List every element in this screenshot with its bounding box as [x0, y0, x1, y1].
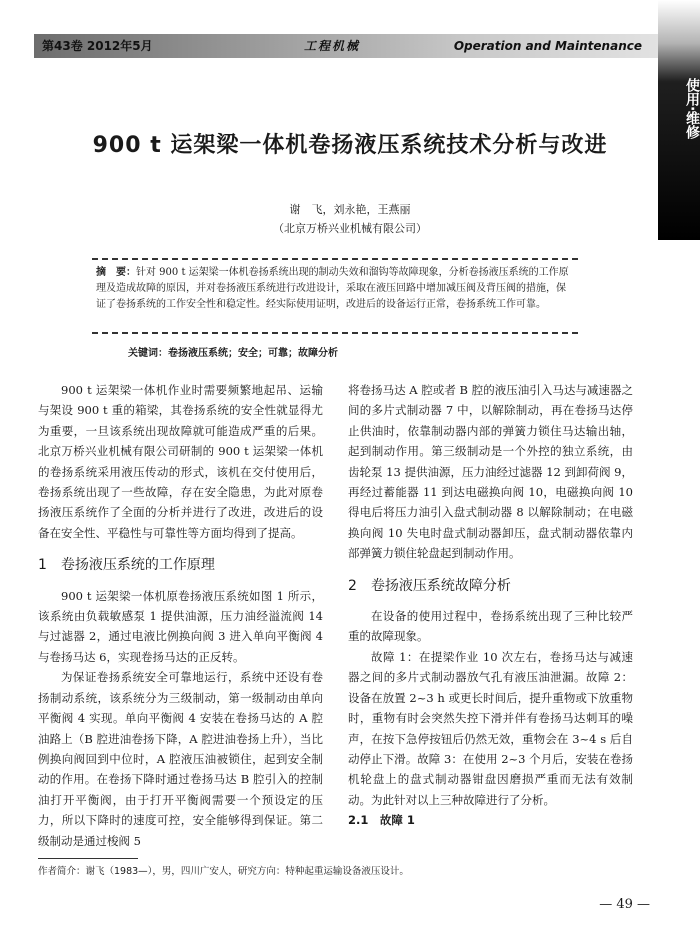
continued-paragraph: 将卷扬马达 A 腔或者 B 腔的液压油引入马达与减速器之间的多片式制动器 7 中，以解除制动，再在卷扬马达停止供油时，依靠制动器内部的弹簧力锁住马达输出轴，起到制动作用。第三级制动是一个外控的独立系统，由齿轮泵 13 提供油源，压力油经过滤器 12 到卸荷阀 9，再经过蓄能器 11 到达电磁换向阀 10，电磁换向阀 10 得电后将压力油引入盘式制动器 8 以解除制动；在电磁换向阀 10 失电时盘式制动器卸压，盘式制动器依靠内部弹簧力锁住轮盘起到制动作用。: [348, 383, 633, 561]
right-column: [348, 380, 633, 831]
subsection-2-1-heading: 2.1 故障 1: [348, 813, 415, 828]
abstract-label: 摘 要：: [96, 267, 136, 278]
page-number: — 49 —: [599, 897, 650, 912]
left-column: [38, 380, 323, 851]
authors: 谢 飞，刘永艳，王燕丽: [289, 203, 411, 216]
section-1-paragraph-1: 900 t 运架梁一体机原卷扬液压系统如图 1 所示，该系统由负载敏感泵 1 提供油源，压力油经溢流阀 14 与过滤器 2，通过电液比例换向阀 3 进入单向平衡阀 4 与卷扬马达 6，实现卷扬马达的正反转。: [38, 588, 323, 664]
section-2-paragraph-1: 在设备的使用过程中，卷扬系统出现了三种比较严重的故障现象。: [348, 609, 633, 644]
article-title: 900 t 运架梁一体机卷扬液压系统技术分析与改进: [92, 133, 608, 158]
running-header: [34, 34, 660, 58]
section-2-paragraph-2: 故障 1：在提梁作业 10 次左右，卷扬马达与减速器之间的多片式制动器放气孔有液压油泄漏。故障 2：设备在放置 2~3 h 或更长时间后，提升重物或下放重物时，重物有时会突然失控下滑并伴有卷扬马达刺耳的噪声，在按下急停按钮后仍然无效，重物会在 3~4 s 后自动停止下滑。故障 3：在使用 2~3 个月后，安装在卷扬机轮盘上的盘式制动器钳盘因磨损严重而无法有效制动。为此针对以上三种故障进行了分析。: [348, 649, 633, 807]
author-footnote: 作者简介：谢飞（1983—），男，四川广安人，研究方向：特种起重运输设备液压设计。: [38, 866, 409, 877]
keywords: 关键词：卷扬液压系统；安全；可靠；故障分析: [128, 348, 338, 359]
affiliation: （北京万桥兴业机械有限公司）: [273, 222, 427, 235]
header-journal: 工程机械: [304, 39, 361, 53]
header-section: Operation and Maintenance: [453, 39, 642, 53]
header-issue: 第43卷 2012年5月: [42, 39, 153, 53]
abstract-box: [92, 258, 578, 334]
section-2-heading: 2 卷扬液压系统故障分析: [348, 577, 511, 594]
side-tab-label: 使用·维修: [684, 78, 700, 140]
abstract-text: 针对 900 t 运架梁一体机卷扬系统出现的制动失效和溜钩等故障现象，分析卷扬液压系统的工作原理及造成故障的原因，并对卷扬液压系统进行改进设计，采取在液压回路中增加减压阀及背压阀的措施，保证了卷扬系统的工作安全性和稳定性。经实际使用证明，改进后的设备运行正常，卷扬系统工作可靠。: [96, 267, 569, 310]
intro-paragraph: 900 t 运架梁一体机作业时需要频繁地起吊、运输与架设 900 t 重的箱梁，其卷扬系统的安全性就显得尤为重要，一旦该系统出现故障就可能造成严重的后果。北京万桥兴业机械有限公司研制的 900 t 运架梁一体机的卷扬系统采用液压传动的形式，该机在交付使用后，卷扬系统出现了一些故障，存在安全隐患，为此对原卷扬液压系统作了全面的分析并进行了改进，改进后的设备在安全性、平稳性与可靠性等方面均得到了提高。: [38, 383, 323, 540]
section-1-heading: 1 卷扬液压系统的工作原理: [38, 557, 215, 574]
footnote-rule: [38, 858, 138, 859]
section-1-paragraph-2: 为保证卷扬系统安全可靠地运行，系统中还设有卷扬制动系统，该系统分为三级制动，第一级制动由单向平衡阀 4 实现。单向平衡阀 4 安装在卷扬马达的 A 腔油路上（B 腔进油卷扬下降，A 腔进油卷扬上升），当比例换向阀回到中位时，A 腔液压油被锁住，起到安全制动的作用。在卷扬下降时通过卷扬马达 B 腔引入的控制油打开平衡阀，由于打开平衡阀需要一个预设定的压力，所以下降时的速度可控，安全能够得到保证。第二级制动是通过梭阀 5: [38, 670, 323, 848]
